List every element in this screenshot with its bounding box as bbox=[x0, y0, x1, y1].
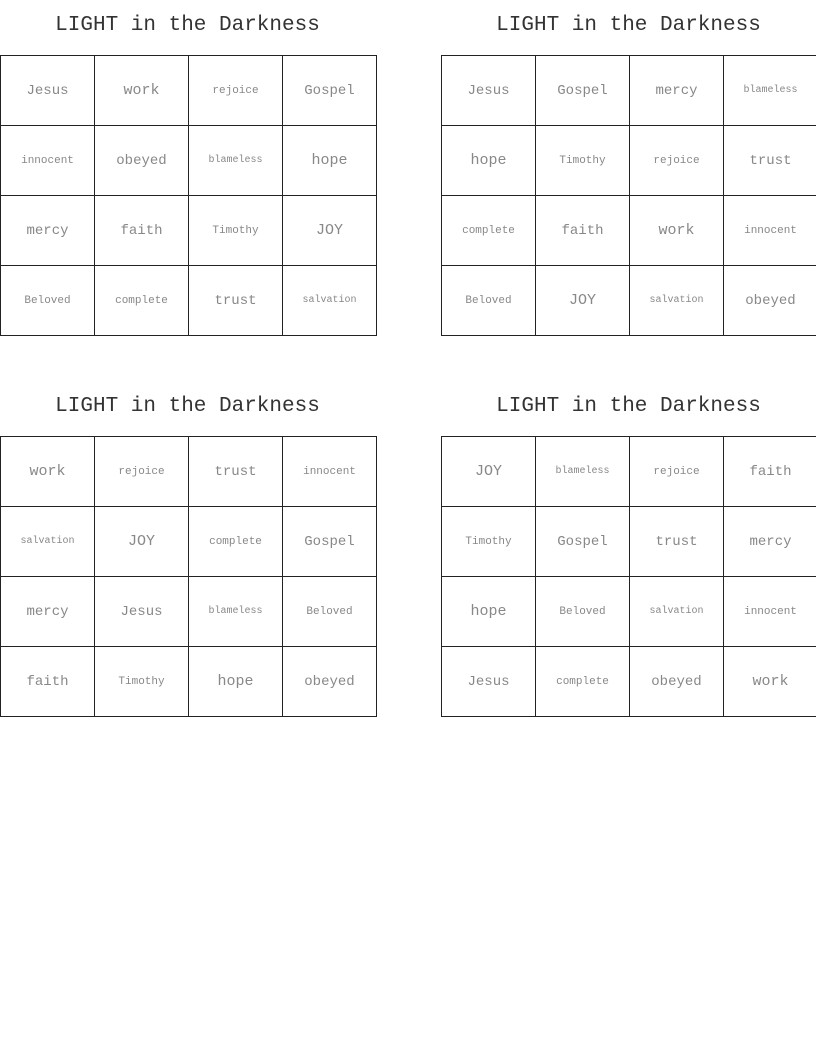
bingo-cell: trust bbox=[189, 437, 283, 507]
grid-row bbox=[442, 577, 816, 647]
bingo-cell: faith bbox=[95, 196, 189, 266]
bingo-cell: Timothy bbox=[95, 647, 189, 717]
bingo-cell: Timothy bbox=[442, 507, 536, 577]
bingo-cell: trust bbox=[630, 507, 724, 577]
card-title: LIGHT in the Darkness bbox=[496, 395, 761, 418]
grid-row bbox=[1, 126, 377, 196]
bingo-cell: JOY bbox=[95, 507, 189, 577]
bingo-cell: hope bbox=[442, 126, 536, 196]
bingo-cell: Gospel bbox=[536, 56, 630, 126]
bingo-cell: Jesus bbox=[95, 577, 189, 647]
bingo-cell: trust bbox=[724, 126, 816, 196]
bingo-cell: Gospel bbox=[536, 507, 630, 577]
bingo-cell: JOY bbox=[283, 196, 377, 266]
bingo-cell: innocent bbox=[724, 577, 816, 647]
bingo-cell: Beloved bbox=[1, 266, 95, 336]
bingo-cell: work bbox=[724, 647, 816, 717]
grid-row bbox=[1, 437, 377, 507]
bingo-cell: mercy bbox=[630, 56, 724, 126]
bingo-cell: complete bbox=[95, 266, 189, 336]
bingo-cell: mercy bbox=[724, 507, 816, 577]
bingo-cell: Gospel bbox=[283, 56, 377, 126]
grid-row bbox=[442, 647, 816, 717]
grid-row bbox=[442, 56, 816, 126]
bingo-cell: salvation bbox=[283, 266, 377, 336]
bingo-cell: salvation bbox=[1, 507, 95, 577]
bingo-grid bbox=[0, 436, 377, 717]
bingo-cell: Jesus bbox=[442, 647, 536, 717]
bingo-cell: blameless bbox=[536, 437, 630, 507]
bingo-cell: blameless bbox=[724, 56, 816, 126]
bingo-cell: faith bbox=[1, 647, 95, 717]
bingo-cell: complete bbox=[189, 507, 283, 577]
grid-row bbox=[1, 577, 377, 647]
bingo-cell: trust bbox=[189, 266, 283, 336]
bingo-cell: obeyed bbox=[630, 647, 724, 717]
bingo-cell: rejoice bbox=[630, 437, 724, 507]
bingo-cell: complete bbox=[536, 647, 630, 717]
grid-row bbox=[1, 56, 377, 126]
bingo-cell: innocent bbox=[283, 437, 377, 507]
bingo-grid bbox=[0, 55, 377, 336]
grid-row bbox=[442, 266, 816, 336]
bingo-cell: obeyed bbox=[724, 266, 816, 336]
bingo-cell: salvation bbox=[630, 577, 724, 647]
bingo-cell: JOY bbox=[442, 437, 536, 507]
grid-row bbox=[1, 647, 377, 717]
bingo-cell: rejoice bbox=[95, 437, 189, 507]
grid-row bbox=[1, 266, 377, 336]
bingo-cell: work bbox=[630, 196, 724, 266]
bingo-cell: work bbox=[1, 437, 95, 507]
grid-row bbox=[1, 507, 377, 577]
bingo-cell: Jesus bbox=[1, 56, 95, 126]
bingo-cell: mercy bbox=[1, 577, 95, 647]
bingo-cell: Beloved bbox=[536, 577, 630, 647]
grid-row bbox=[442, 126, 816, 196]
bingo-cell: faith bbox=[724, 437, 816, 507]
bingo-cell: Jesus bbox=[442, 56, 536, 126]
bingo-cell: obeyed bbox=[95, 126, 189, 196]
bingo-cell: obeyed bbox=[283, 647, 377, 717]
card-title: LIGHT in the Darkness bbox=[55, 14, 320, 37]
bingo-cell: hope bbox=[189, 647, 283, 717]
grid-row bbox=[442, 196, 816, 266]
card-title: LIGHT in the Darkness bbox=[496, 14, 761, 37]
bingo-cell: Gospel bbox=[283, 507, 377, 577]
grid-row bbox=[442, 437, 816, 507]
bingo-cell: blameless bbox=[189, 577, 283, 647]
bingo-cell: hope bbox=[283, 126, 377, 196]
bingo-cell: blameless bbox=[189, 126, 283, 196]
bingo-cell: Beloved bbox=[442, 266, 536, 336]
bingo-cell: JOY bbox=[536, 266, 630, 336]
bingo-cell: innocent bbox=[1, 126, 95, 196]
bingo-cell: Timothy bbox=[189, 196, 283, 266]
bingo-grid bbox=[441, 55, 816, 336]
bingo-cell: work bbox=[95, 56, 189, 126]
bingo-cell: salvation bbox=[630, 266, 724, 336]
bingo-cell: rejoice bbox=[189, 56, 283, 126]
bingo-cell: Timothy bbox=[536, 126, 630, 196]
bingo-cell: mercy bbox=[1, 196, 95, 266]
bingo-cell: rejoice bbox=[630, 126, 724, 196]
bingo-cell: hope bbox=[442, 577, 536, 647]
bingo-cell: innocent bbox=[724, 196, 816, 266]
bingo-cell: Beloved bbox=[283, 577, 377, 647]
grid-row bbox=[1, 196, 377, 266]
bingo-cell: complete bbox=[442, 196, 536, 266]
bingo-cell: faith bbox=[536, 196, 630, 266]
card-title: LIGHT in the Darkness bbox=[55, 395, 320, 418]
grid-row bbox=[442, 507, 816, 577]
bingo-grid bbox=[441, 436, 816, 717]
